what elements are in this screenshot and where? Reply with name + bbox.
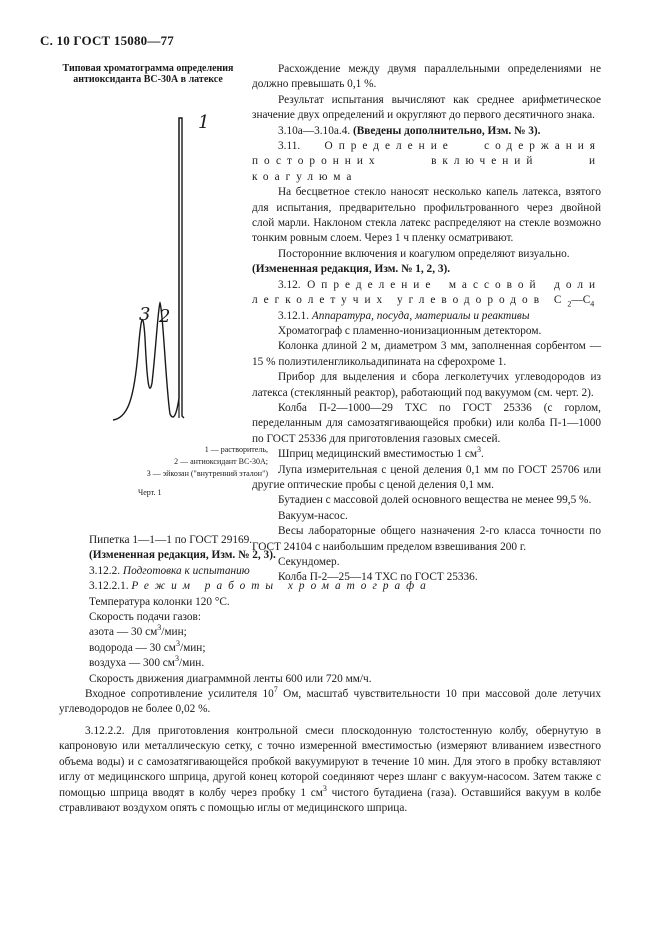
paragraph: Прибор для выделения и сбора легколетучих углеводородов из латекса (стеклянный реактор), работающий под вакуумом (см. черт. 2). — [252, 371, 601, 399]
gas-rate: воздуха — 300 $см^3$/мин. — [89, 654, 205, 670]
figure-caption: Черт. 1 — [138, 488, 162, 497]
paragraph: Посторонние включения и коагулюм определяют визуально. — [278, 247, 570, 260]
edition-note: (Измененная редакция, Изм. № 1, 2, 3). — [252, 263, 451, 276]
page-header: С. 10 ГОСТ 15080—77 — [40, 33, 174, 48]
subsection-heading: 3.12.2. Подготовка к испытанию — [89, 564, 250, 577]
paragraph: 3.12.2.2. Для приготовления контрольной смеси плоскодонную толстостенную колбу, обернутую в капроновую или металлическую сетку, с точно измеренной вместимостью (измеряют вливанием известного объема воды) и с самозатягивающейся пробкой вакуумируют в течение 10 мин. Для этого в пробку вставляют иглу от медицинского шприца, другой конец которой соединяют через шланг с вакуум-насосом. Затем также с помощью шприца вводят в колбу через пробку 1 $см^3$ чистого бутадиена (газа). Оставшийся вакуум в колбе стравливают воздухом опять с помощью иглы от медицинского шприца. — [59, 724, 601, 814]
figure-title: Типовая хроматограмма определения антиоксиданта ВС-30А в латексе — [62, 63, 234, 85]
paragraph: Шприц медицинский вместимостью 1 $см^3$. — [278, 445, 484, 461]
subsection-heading: 3.12.1. Аппаратура, посуда, материалы и реактивы — [278, 309, 530, 322]
paragraph: Весы лабораторные общего назначения 2-го класса точности по ГОСТ 24104 с наибольшим пределом взвешивания 200 г. — [252, 525, 601, 553]
right-column — [252, 62, 601, 586]
paragraph: Хроматограф с пламенно-ионизационным детектором. — [278, 324, 542, 337]
full-width-section — [59, 533, 601, 816]
peak-label-3: 3 — [139, 304, 151, 325]
chromatogram-trace — [113, 118, 184, 420]
paragraph: Лупа измерительная с ценой деления 0,1 мм по ГОСТ 25706 или другие оптические пробы с ценой деления 0,1 мм. — [252, 463, 601, 491]
paragraph: Расхождение между двумя параллельными определениями не должно превышать 0,1 %. — [252, 63, 601, 91]
chromatogram — [88, 98, 228, 438]
subsection-heading: 3.12.2.1. Режим работы хроматографа — [89, 580, 432, 593]
paragraph: 3.10а—3.10а.4. (Введены дополнительно, Изм. № 3). — [278, 124, 541, 137]
edition-note: (Измененная редакция, Изм. № 2, 3). — [89, 549, 276, 562]
section-heading: 3.11. Определение содержания посторонних включений и коагулюма — [252, 140, 601, 183]
paragraph: Колба П-2—1000—29 ТХС по ГОСТ 25336 (с горлом, переделанным для самозатягивающейся пробки) или колба П-1—1000 по ГОСТ 25336 для приготовления газовых смесей. — [252, 401, 601, 445]
gas-rate: водорода — 30 $см^3$/мин; — [89, 639, 206, 654]
legend-item: 3 — эйкозан ("внутренний эталон") — [146, 469, 268, 478]
paragraph: Секундомер. — [278, 556, 340, 568]
paragraph: Результат испытания вычисляют как среднее арифметическое значение двух определений и округляют до первого десятичного знака. — [252, 93, 601, 122]
paragraph: Пипетка 1—1—1 по ГОСТ 29169. — [89, 534, 253, 546]
paragraph: На бесцветное стекло наносят несколько капель латекса, взятого для испытания, предварительно профильтрованного через двойной слой марли. Наклоном стекла латекс распределяют на стекле возможно тонким ровным слоем. Через 1 ч пленку осматривают. — [252, 186, 601, 245]
paragraph: Температура колонки 120 °С. — [89, 595, 230, 608]
figure-legend — [38, 444, 268, 480]
paragraph: Бутадиен с массовой долей основного вещества не менее 99,5 %. — [278, 494, 592, 507]
paragraph: Колонка длиной 2 м, диаметром 3 мм, заполненная сорбентом — 15 % полиэтиленгликольадипината на сферохроме 1. — [252, 340, 601, 368]
legend-item: 1 — растворитель, — [204, 445, 268, 454]
paragraph: Скорость движения диаграммной ленты 600 или 720 мм/ч. — [89, 672, 372, 685]
gas-rate: азота — 30 $см^3$/мин; — [89, 623, 187, 639]
section-heading: 3.12. Определение массовой доли легколетучих углеводородов $С_2—С_4$ — [252, 278, 602, 309]
peak-label-1: 1 — [198, 112, 210, 133]
peak-label-2: 2 — [159, 306, 171, 327]
paragraph: Входное сопротивление усилителя $10^7$ Ом, масштаб чувствительности 10 при массовой доле летучих углеводородов не более 0,02 %. — [59, 685, 601, 716]
paragraph: Колба П-2—25—14 ТХС по ГОСТ 25336. — [278, 571, 478, 584]
paragraph: Скорость подачи газов: — [89, 611, 201, 624]
legend-item: 2 — антиоксидант ВС-30А; — [174, 457, 268, 466]
paragraph: Вакуум-насос. — [278, 509, 348, 522]
